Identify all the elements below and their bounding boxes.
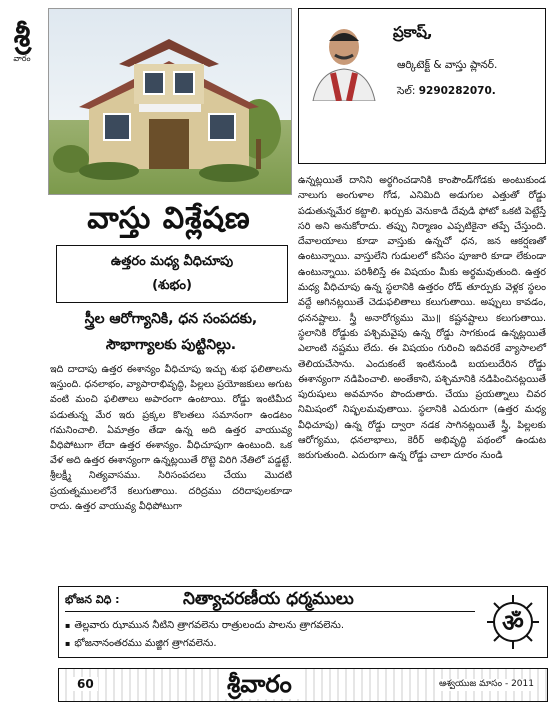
- daily-divider: [65, 611, 475, 612]
- author-name: ప్రకాష్,: [393, 23, 433, 41]
- author-phone-number: 9290282070.: [418, 85, 496, 97]
- logo-glyph: శ్రీ: [13, 19, 31, 54]
- svg-text:ॐ: ॐ: [502, 609, 524, 637]
- footer-magazine-name: శ్రీవారం: [219, 669, 300, 699]
- bullet-icon: ▪: [65, 621, 71, 630]
- tagline-line-2: సౌభాగ్యాలకు పుట్టినిల్లు.: [105, 337, 237, 353]
- right-paragraph: ఉన్నట్లయితే దానిని అర్థగించడానికి కాంపౌండ్‌గోడకు అంటుకుండ నాలుగు అంగుళాల గోడ, ఎనిమిది అడుగుల ఎత్తుతో రోడ్డు పడుతున్నమేర కట్టాలి. ఖర్చుకు వెనుకాడి దేవుడి ఫోటో ఒకటి పెట్టేస్తే సరి అని అనుకోరాదు. తప్పు నిర్మాణం ఎప్పటికైనా తప్పే చేస్తుంది. దేవాలయాలు కూడా వాస్తుకు ఉన్నచో ధన, జన ఆకర్షణతో ఉంటున్నాయి. వాస్తులేని గుడులలో కనీసం పూజారి కూడా లేకుండా ఉంటున్నాయి. పరిశీలిస్తే ఈ విషయం మీకు అర్థమవుతుంది. ఉత్తర మధ్య వీధిచూపు ఉన్న స్థలానికి ఉత్తరం రోడ్ తూర్పుకు వెళ్లక స్థలం వద్దే ఆగినట్లయితే చెడుఫలితాలు కలుగుతాయి. అప్పులు కావడం, ధననష్టాలు. స్త్రీ అనారోగ్యము మొ॥ కష్టనష్టాలు కలుగుతాయి. స్థలానికి రోడ్డుకు పశ్చిమవైపు ఉన్న రోడ్డు సాగకుండ ఉన్నట్లయితే ఎలాంటి నష్టము లేదు. ఈ విషయం గురించి ఇదివరకే వ్యాసాలలో తెలియచేసాను. ఎందుకంటే ఇంటినుండి బయలుదేరిన రోడ్డు ఈశాన్యంగా నడిపించాలి. అంతేకాని, పశ్చిమానికి నడిపించినట్లయితే పురుషులు అవమానం పొందుతారు. చేయు ప్రయత్నాలు చివర నిమిషంలో నిష్ఫలమవుతాయి. స్థలానికి ఎదురుగా (ఉత్తర మధ్య వీధిచూపు) ఉన్న రోడ్డు ద్వారా నడక సాగినట్లయితే స్త్రీ, పిల్లలకు ఆరోగ్యము, ధనలాభాలు, కెరీర్ అభివృద్ధి పథంలో ఉండుట జరుగుతుంది. ఎదురుగా ఉన్న రోడ్డు చాలా దూరం నుండి: [298, 175, 546, 462]
- author-photo: [305, 17, 383, 101]
- subtitle-line-1: ఉత్తరం మధ్య వీధిచూపు: [110, 254, 234, 269]
- logo-subtext: వారం: [13, 54, 31, 63]
- article-column-right: [298, 173, 546, 464]
- daily-label: భోజన విధి :: [65, 593, 120, 606]
- daily-item-text: తెల్లవారు ఝామున నీటిని త్రాగవలెను రాత్రులందు పాలను త్రాగవలెను.: [74, 620, 345, 631]
- tagline-line-1: స్త్రీల ఆరోగ్యానికి, ధన సంపదకు,: [84, 311, 258, 327]
- author-box: [298, 8, 546, 164]
- magazine-logo: [2, 19, 42, 65]
- house-photo: [48, 8, 292, 195]
- author-phone: [397, 85, 496, 100]
- daily-item: [65, 619, 344, 633]
- article-column-left: [50, 362, 292, 514]
- author-role: ఆర్కిటెక్ట్ & వాస్తు ప్లానర్.: [397, 59, 498, 71]
- house-illustration: [49, 9, 291, 194]
- article-title: వాస్తు విశ్లేషణ: [87, 201, 251, 236]
- page-footer: [58, 668, 548, 702]
- daily-title: నిత్యాచరణీయ ధర్మములు: [183, 589, 354, 609]
- bullet-icon: ▪: [65, 639, 71, 648]
- daily-duties-box: [58, 586, 548, 658]
- article-tagline: [48, 306, 294, 358]
- footer-issue: ఆశ్వయుజ మాసం - 2011: [436, 679, 537, 691]
- daily-item-text: భోజనానంతరము మజ్జిగ త్రాగవలెను.: [74, 638, 217, 649]
- page-number: 60: [73, 677, 98, 691]
- subtitle-line-2: (శుభం): [152, 278, 192, 293]
- left-paragraph: ఇది దాదాపు ఉత్తర ఈశాన్యం వీధిచూపు ఇచ్చు శుభ ఫలితాలను ఇస్తుంది. ధనలాభం, వ్యాపారాభివృద్ధి, పిల్లలు ప్రయోజకులు అగుట వంటి మంచి ఫలితాలు అపారంగా ఉంటాయి. రోడ్డు ఇంటిమీద పడుతున్న మేర ఇరు ప్రక్కల కొలతలు సమానంగా ఉండటం గమనించాలి. ఏమాత్రం తేడా ఉన్న అది ఉత్తర వాయువ్య వీధిపోటుగా లేదా ఉత్తర ఈశాన్యం. వీధిచూపుగా ఉంటుంది. ఒక వేళ అది ఉత్తర ఈశాన్యంగా ఉన్నట్లయితే రొట్టె విరిగి నేతిలో పడ్డట్టే. శ్రీలక్ష్మీ నిత్యవాసము. సిరిసంపదలు చేయు మొదటి ప్రయత్నములలోనే కలుగుతాయి. దరిద్రము దరిదాపులకూడా రాదు. ఉత్తర వాయువ్య వీధిపోటుగా: [50, 364, 292, 512]
- daily-item: [65, 637, 217, 651]
- om-icon: [485, 593, 541, 651]
- author-phone-label: సెల్:: [397, 85, 416, 97]
- article-subtitle-box: [56, 245, 288, 303]
